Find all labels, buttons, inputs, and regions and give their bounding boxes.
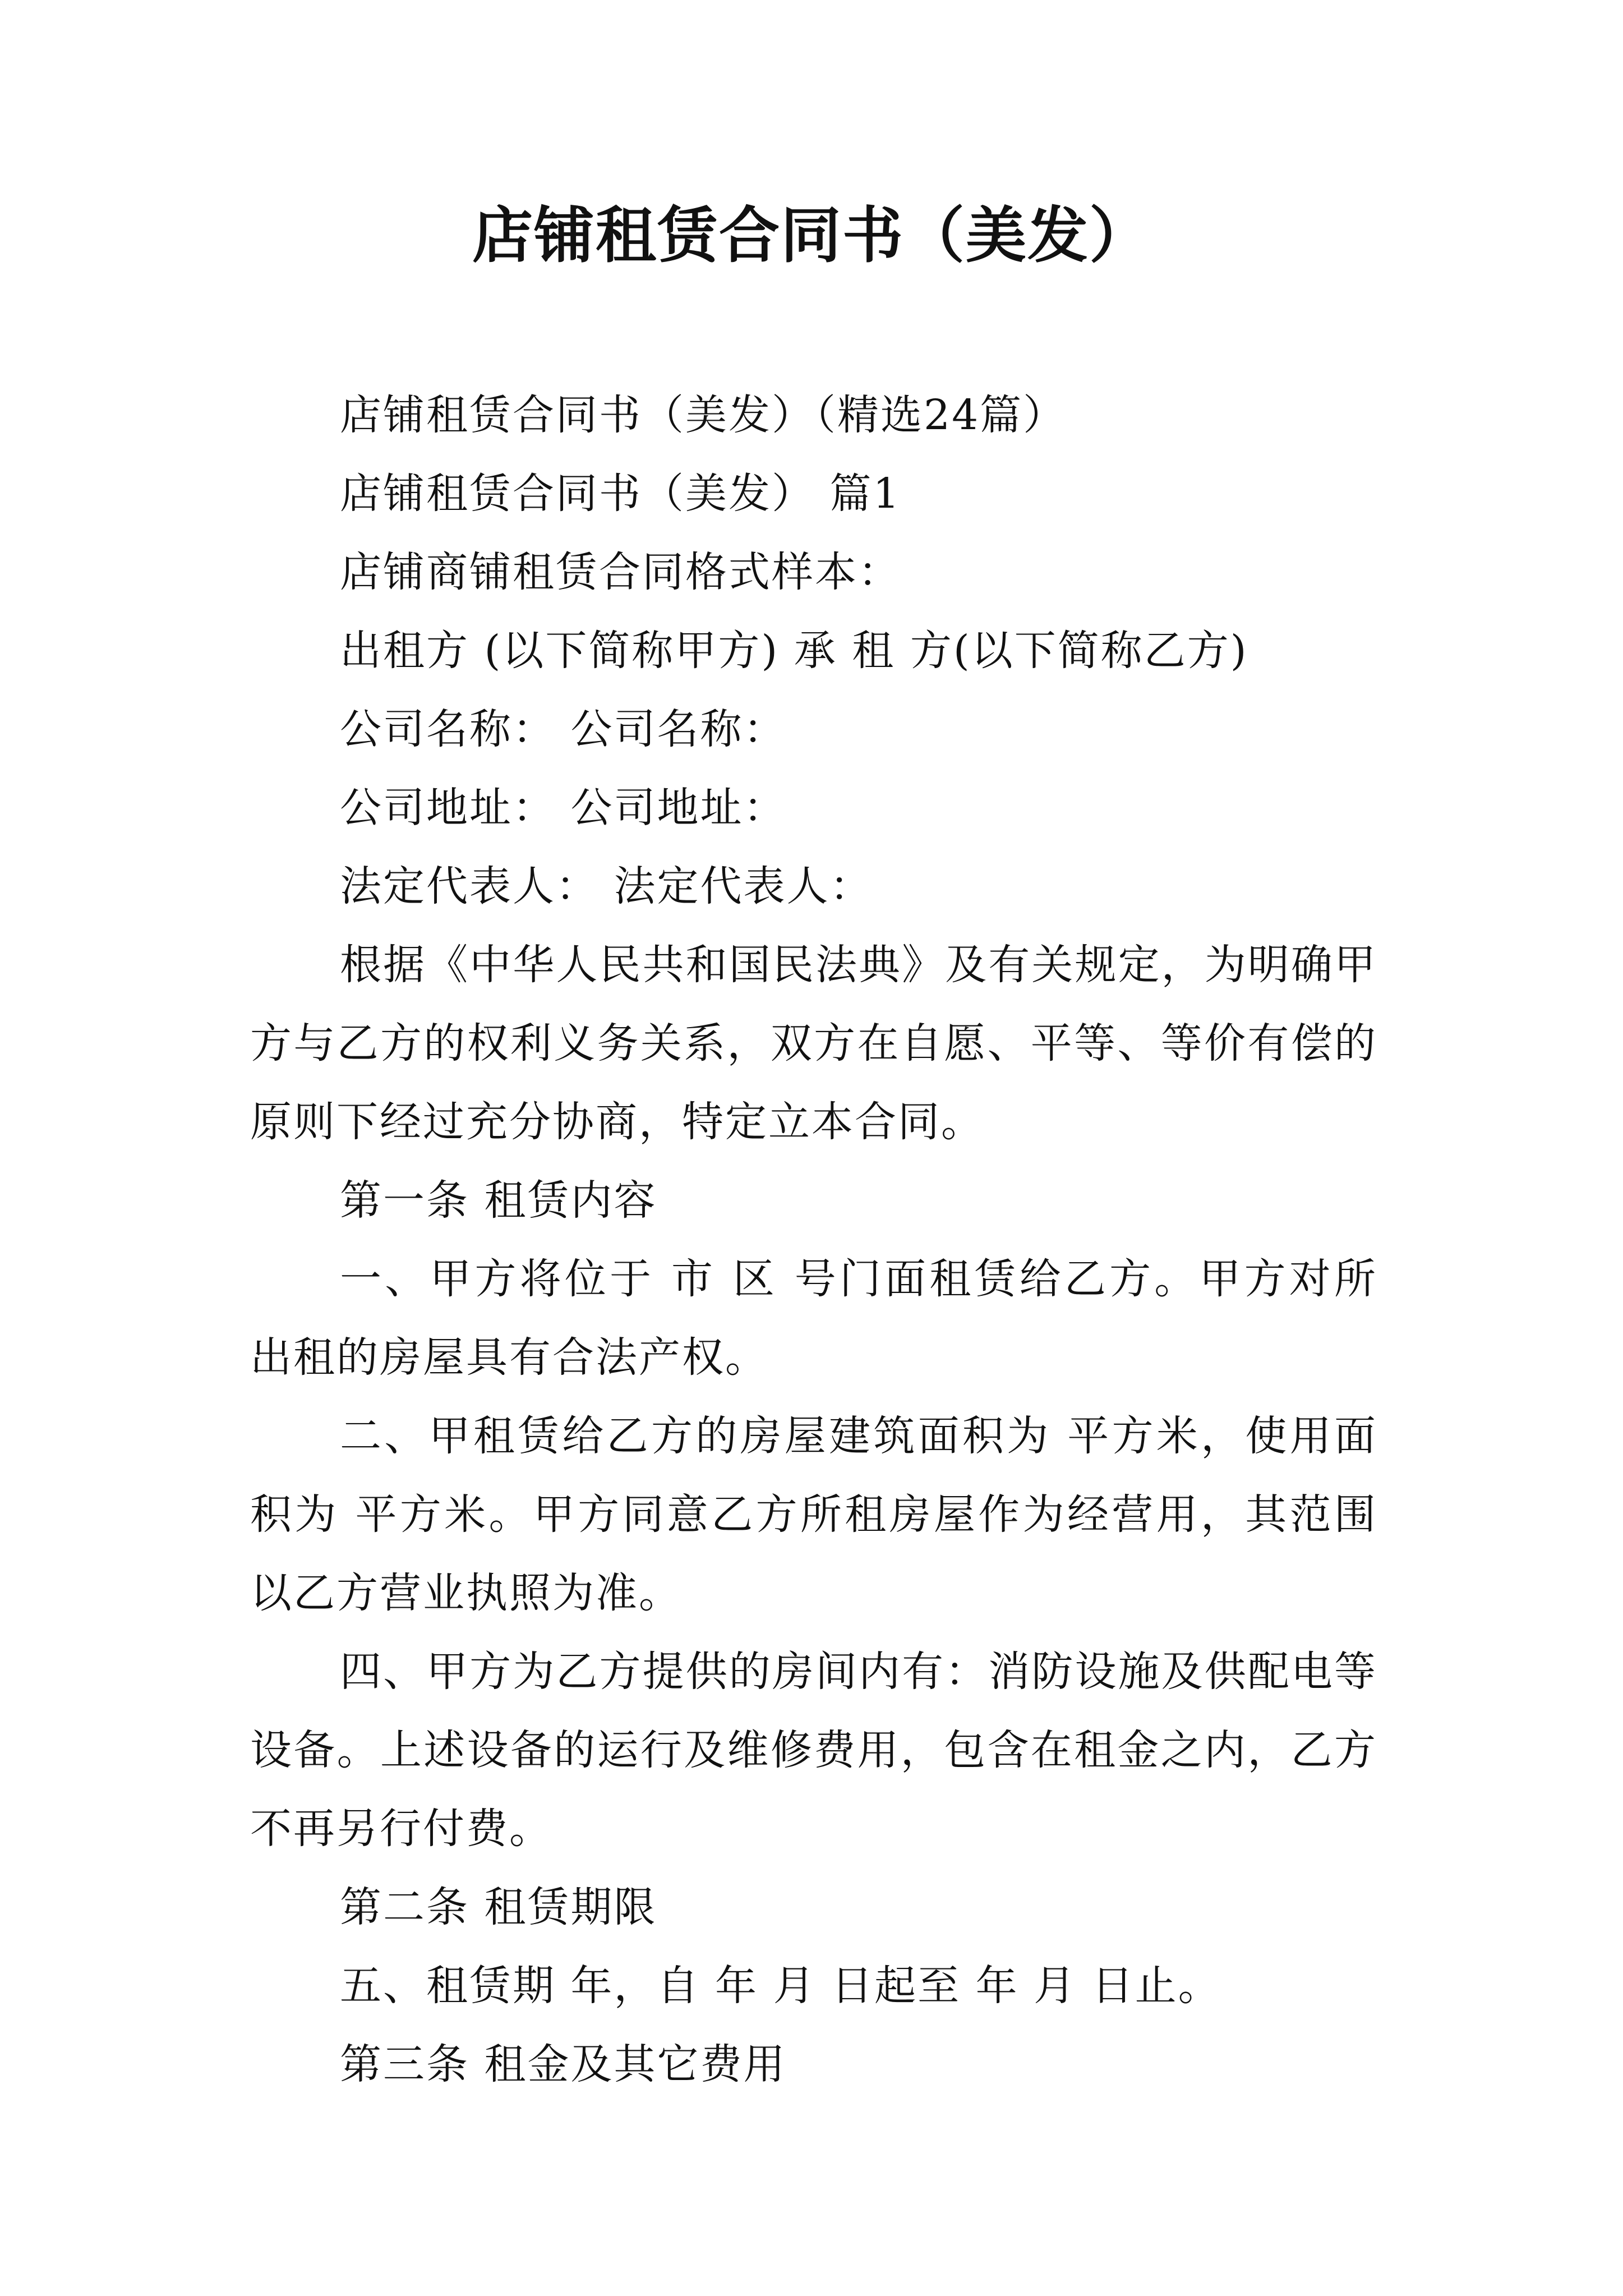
clause-1: 一、甲方将位于 市 区 号门面租赁给乙方。甲方对所出租的房屋具有合法产权。 [250, 1255, 1377, 1382]
paragraph-company-address: 公司地址： 公司地址： [340, 784, 787, 832]
paragraph-collection-title: 店铺租赁合同书（美发）（精选24篇） [340, 391, 1067, 439]
paragraph-parties: 出租方 (以下简称甲方) 承 租 方(以下简称乙方) [340, 627, 1248, 675]
paragraph-format-sample: 店铺商铺租赁合同格式样本： [340, 548, 901, 596]
paragraph-chapter-heading: 店铺租赁合同书（美发） 篇1 [340, 470, 901, 518]
article-1-heading: 第一条 租赁内容 [340, 1176, 657, 1225]
article-2-heading: 第二条 租赁期限 [340, 1883, 657, 1931]
clause-5: 五、租赁期 年，自 年 月 日起至 年 月 日止。 [340, 1962, 1221, 2010]
paragraph-company-name: 公司名称： 公司名称： [340, 705, 787, 753]
clause-2: 二、甲租赁给乙方的房屋建筑面积为 平方米，使用面积为 平方米。甲方同意乙方所租房屋作为经营用，其范围以乙方营业执照为准。 [250, 1412, 1377, 1617]
article-3-heading: 第三条 租金及其它费用 [340, 2040, 787, 2088]
document-title: 店铺租赁合同书（美发） [472, 200, 1151, 271]
clause-4: 四、甲方为乙方提供的房间内有：消防设施及供配电等设备。上述设备的运行及维修费用，包含在租金之内，乙方不再另行付费。 [250, 1648, 1377, 1853]
paragraph-legal-representative: 法定代表人： 法定代表人： [340, 862, 873, 910]
document-body [250, 376, 1377, 2104]
paragraph-preamble: 根据《中华人民共和国民法典》及有关规定，为明确甲方与乙方的权利义务关系，双方在自愿、平等、等价有偿的原则下经过充分协商，特定立本合同。 [250, 941, 1377, 1146]
